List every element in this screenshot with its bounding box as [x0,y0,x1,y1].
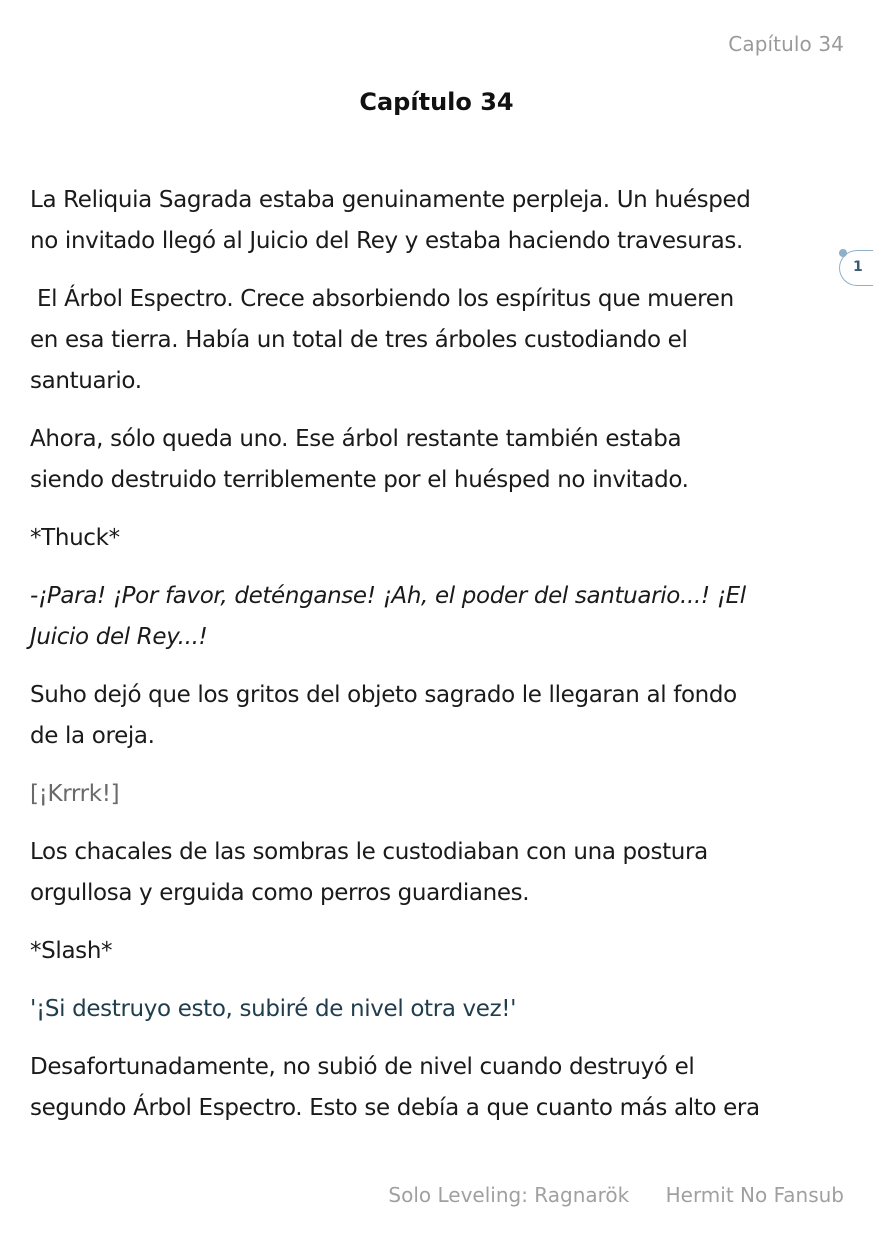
inner-thought-text: '¡Si destruyo esto, subiré de nivel otra vez!' [30,996,517,1022]
paragraph: Ahora, sólo queda uno. Ese árbol restante también estaba siendo destruido terriblemente por el huésped no invitado. [30,426,689,493]
chapter-body [30,180,838,1146]
footer-translator: Hermit No Fansub [665,1183,844,1207]
footer-book-title: Solo Leveling: Ragnarök [388,1183,630,1207]
paragraph: El Árbol Espectro. Crece absorbiendo los espíritus que mueren en esa tierra. Había un total de tres árboles custodiando el santuario. [30,286,734,394]
creature-sound-text: [¡Krrrk!] [30,781,120,807]
page-marker-dot-icon [839,249,847,257]
paragraph: Suho dejó que los gritos del objeto sagrado le llegaran al fondo de la oreja. [30,682,737,749]
dialogue-italic: -¡Para! ¡Por favor, deténganse! ¡Ah, el poder del santuario...! ¡El Juicio del Rey...! [30,583,746,650]
page-marker-number: 1 [853,259,863,275]
sound-effect-text: *Slash* [30,938,113,964]
chapter-title: Capítulo 34 [359,88,514,116]
sound-effect-text: *Thuck* [30,525,120,551]
paragraph: Desafortunadamente, no subió de nivel cuando destruyó el segundo Árbol Espectro. Esto se debía a que cuanto más alto era [30,1054,760,1121]
paragraph: Los chacales de las sombras le custodiaban con una postura orgullosa y erguida como perros guardianes. [30,839,708,906]
paragraph: La Reliquia Sagrada estaba genuinamente perpleja. Un huésped no invitado llegó al Juicio del Rey y estaba haciendo travesuras. [30,187,751,254]
page-footer [388,1183,844,1207]
page-marker[interactable] [839,250,873,286]
running-header-chapter: Capítulo 34 [728,32,844,56]
